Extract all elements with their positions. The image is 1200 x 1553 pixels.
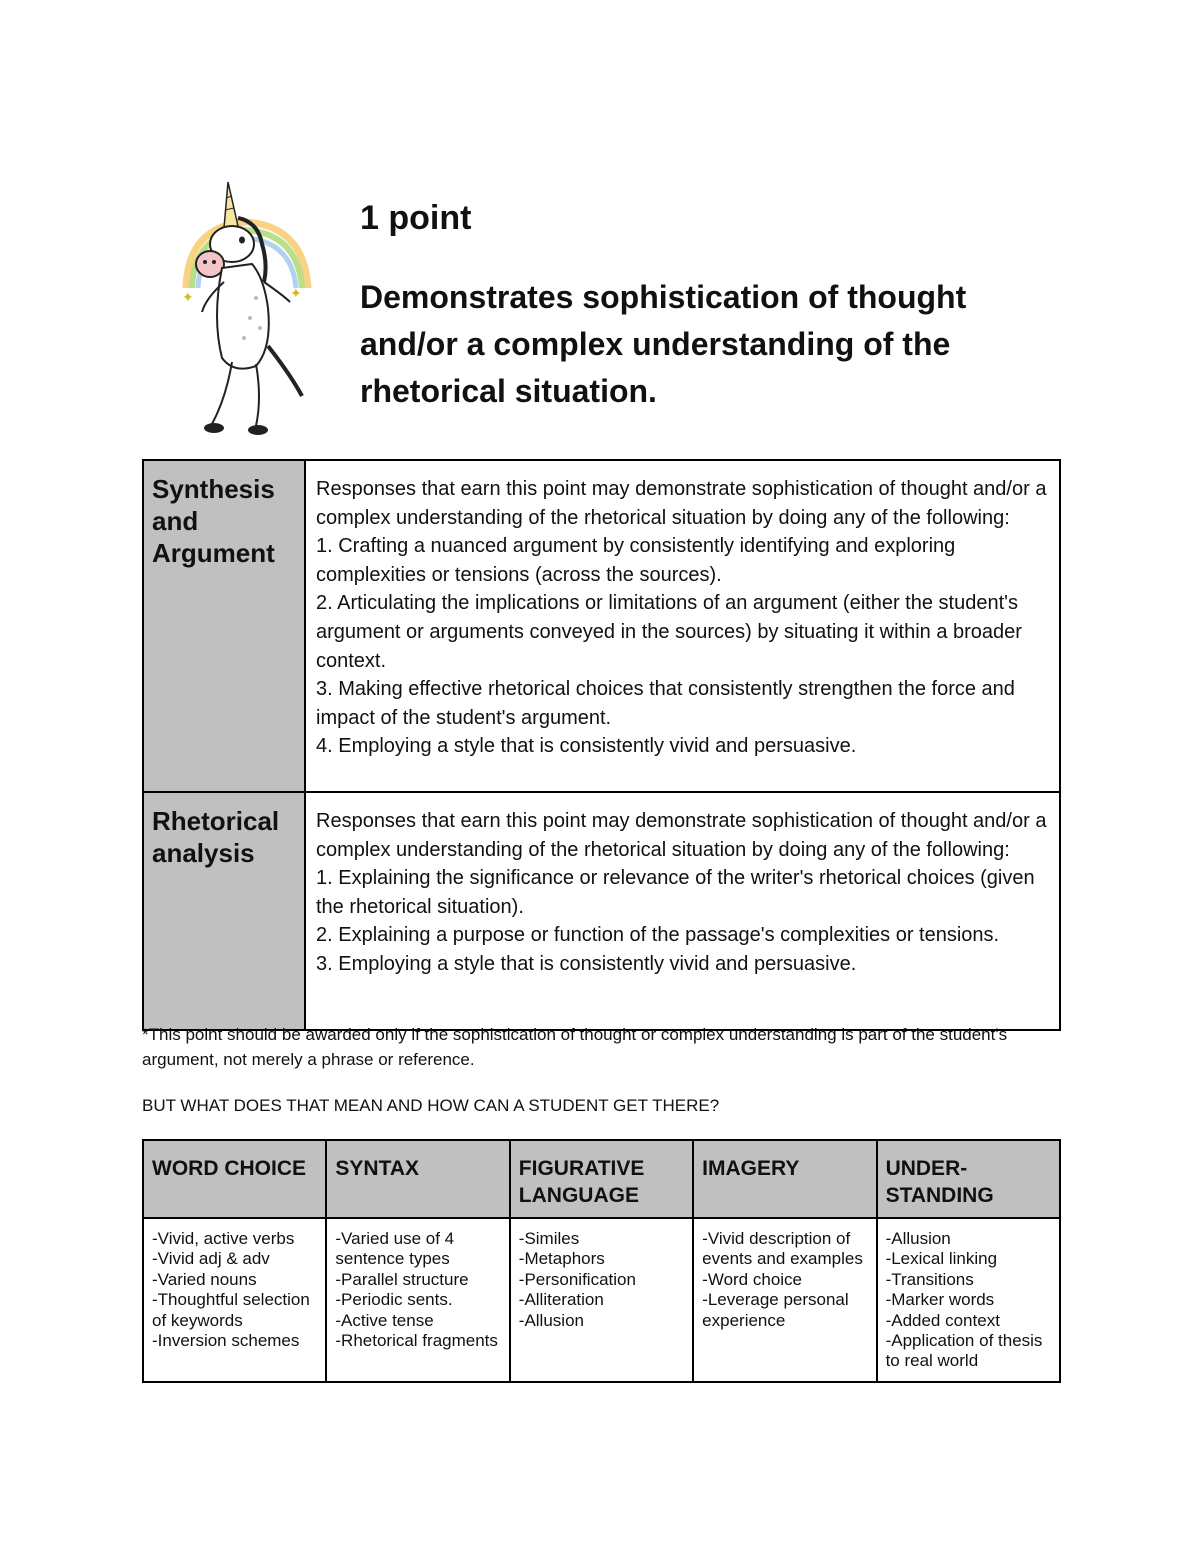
technique-cell: [326, 1218, 509, 1382]
section-question: BUT WHAT DOES THAT MEAN AND HOW CAN A STUDENT GET THERE?: [142, 1096, 720, 1115]
technique-item: -Leverage personal experience: [702, 1290, 849, 1330]
technique-item: -Active tense: [335, 1310, 434, 1330]
svg-text:✦: ✦: [290, 285, 302, 301]
rubric-item: 1. Crafting a nuanced argument by consistently identifying and exploring complexities or tensions (across the sources).: [316, 535, 956, 586]
technique-item: -Vivid description of events and examples: [702, 1229, 863, 1269]
column-header: WORD CHOICE: [143, 1140, 326, 1218]
technique-item: -Metaphors: [518, 1249, 605, 1269]
rubric-intro: Responses that earn this point may demonstrate sophistication of thought and/or a complex understanding of the rhetorical situation by doing any of the following:: [316, 810, 1047, 861]
criterion-headline: Demonstrates sophistication of thought and/or a complex understanding of the rhetorical situation.: [360, 279, 967, 409]
technique-cell: [693, 1218, 876, 1382]
rubric-category: Synthesis and Argument: [143, 460, 305, 792]
svg-text:✦: ✦: [182, 289, 194, 305]
technique-item: -Varied use of 4 sentence types: [335, 1229, 455, 1269]
column-header: FIGURATIVE LANGUAGE: [510, 1140, 693, 1218]
rubric-category: Rhetorical analysis: [143, 792, 305, 1030]
technique-cell: [510, 1218, 693, 1382]
rubric-row: [143, 460, 1060, 792]
techniques-body-row: [143, 1218, 1060, 1382]
technique-item: -Marker words: [885, 1290, 995, 1310]
technique-item: -Alliteration: [518, 1290, 604, 1310]
rubric-row: [143, 792, 1060, 1030]
techniques-table: [142, 1139, 1061, 1383]
rubric-description: [305, 792, 1060, 1030]
techniques-header-row: [143, 1140, 1060, 1218]
technique-item: -Parallel structure: [335, 1269, 469, 1289]
technique-item: -Lexical linking: [885, 1249, 998, 1269]
column-header: IMAGERY: [693, 1140, 876, 1218]
rubric-intro: Responses that earn this point may demonstrate sophistication of thought and/or a complex understanding of the rhetorical situation by doing any of the following:: [316, 478, 1047, 529]
point-value: 1 point: [360, 199, 472, 237]
rubric-item: 3. Making effective rhetorical choices that consistently strengthen the force and impact of the student's argument.: [316, 678, 1015, 729]
technique-item: -Added context: [885, 1310, 1000, 1330]
rubric-item: 2. Articulating the implications or limitations of an argument (either the student's argument or arguments conveyed in the sources) by situating it within a broader context.: [316, 592, 1022, 672]
technique-item: -Vivid adj & adv: [152, 1249, 270, 1269]
technique-item: -Similes: [518, 1229, 580, 1248]
technique-item: -Application of thesis to real world: [885, 1331, 1043, 1371]
rubric-item: 2. Explaining a purpose or function of the passage's complexities or tensions.: [316, 924, 1000, 947]
technique-item: -Periodic sents.: [335, 1290, 453, 1310]
technique-cell: [877, 1218, 1060, 1382]
rubric-item: 1. Explaining the significance or relevance of the writer's rhetorical choices (given the rhetorical situation).: [316, 867, 1035, 918]
technique-item: -Rhetorical fragments: [335, 1331, 498, 1351]
technique-item: -Transitions: [885, 1269, 974, 1289]
technique-item: -Varied nouns: [152, 1269, 257, 1289]
column-header: UNDER-STANDING: [877, 1140, 1060, 1218]
unicorn-icon: [172, 178, 320, 440]
technique-item: -Vivid, active verbs: [152, 1229, 295, 1248]
technique-item: -Inversion schemes: [152, 1331, 300, 1351]
technique-item: -Allusion: [518, 1310, 584, 1330]
rubric-item: 4. Employing a style that is consistently vivid and persuasive.: [316, 735, 857, 758]
rubric-description: [305, 460, 1060, 792]
technique-item: -Thoughtful selection of keywords: [152, 1290, 310, 1330]
technique-item: -Personification: [518, 1269, 636, 1289]
column-header: SYNTAX: [326, 1140, 509, 1218]
scoring-note: *This point should be awarded only if the sophistication of thought or complex understanding is part of the student's argument, not merely a phrase or reference.: [142, 1025, 1008, 1069]
technique-item: -Allusion: [885, 1229, 951, 1248]
header: [360, 198, 1060, 415]
rubric-table: [142, 459, 1061, 1031]
technique-item: -Word choice: [702, 1269, 803, 1289]
technique-cell: [143, 1218, 326, 1382]
rubric-item: 3. Employing a style that is consistently vivid and persuasive.: [316, 952, 857, 975]
